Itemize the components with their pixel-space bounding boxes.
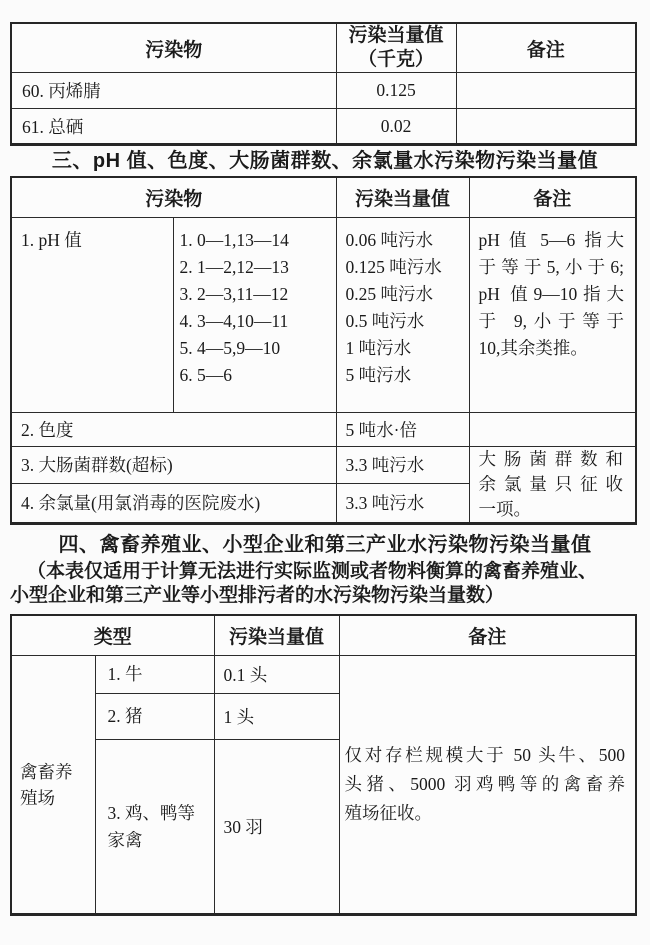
ph-value-line: 5 吨污水 (345, 364, 412, 385)
category-cell: 禽畜养殖场 (11, 656, 95, 915)
table-row (11, 109, 636, 145)
ph-value-line: 1 吨污水 (345, 337, 412, 358)
ph-value-line: 0.06 吨污水 (345, 229, 434, 250)
ph-range-line: 1. 0—1,13—14 (179, 229, 289, 250)
ph-range-line: 2. 1—2,12—13 (179, 256, 289, 277)
table-ph-color-coliform-chlorine (10, 176, 637, 525)
ph-remark-line: pH 值 5—6 指大 (478, 229, 625, 250)
section3-title: 三、pH 值、色度、大肠菌群数、余氯量水污染物污染当量值 (51, 150, 599, 172)
livestock-remark-cell (339, 656, 636, 915)
table-livestock (10, 614, 637, 917)
value-cell: 30 羽 (214, 740, 339, 915)
value-cell: 3.3 吨污水 (336, 446, 469, 483)
ph-value-line: 0.5 吨污水 (345, 310, 425, 331)
table3-header-type: 类型 (11, 615, 214, 656)
table-row (11, 446, 636, 483)
type-cell: 3. 鸡、鸭等家禽 (95, 740, 214, 915)
table1-header-pollutant: 污染物 (11, 23, 336, 73)
value-cell: 0.02 (336, 109, 456, 145)
ph-value-line: 0.25 吨污水 (345, 283, 434, 304)
ph-range-line: 4. 3—4,10—11 (179, 310, 289, 331)
table-pollutant-kg (10, 22, 637, 146)
ph-label-cell: 1. pH 值 (11, 217, 173, 412)
ph-ranges-cell (173, 217, 336, 412)
table1-header-value (336, 23, 456, 73)
table3-header-value: 污染当量值 (214, 615, 339, 656)
table-row (11, 656, 636, 694)
ph-value-line: 0.125 吨污水 (345, 256, 442, 277)
table3-header-remark: 备注 (339, 615, 636, 656)
livestock-remark-line: 头猪、5000 羽鸡鸭等的禽畜养 (344, 774, 626, 794)
pollutant-cell: 4. 余氯量(用氯消毒的医院废水) (11, 483, 336, 523)
livestock-remark-line: 殖场征收。 (344, 803, 433, 823)
table-row (11, 412, 636, 446)
remark-cell-empty (456, 73, 636, 109)
section4-title: 四、禽畜养殖业、小型企业和第三产业水污染物污染当量值 (58, 533, 592, 556)
livestock-remark-line: 仅对存栏规模大于 50 头牛、500 (344, 745, 626, 765)
remark-cell-empty (469, 412, 636, 446)
table2-header-pollutant: 污染物 (11, 177, 336, 217)
merged-remark-line: 大肠菌群数和 (478, 448, 624, 469)
ph-remark-line: 于等于5,小于6; (478, 256, 625, 277)
ph-remark-cell (469, 217, 636, 412)
ph-range-line: 6. 5—6 (179, 364, 232, 385)
value-cell: 5 吨水·倍 (336, 412, 469, 446)
merged-remark-line: 余氯量只征收 (478, 473, 624, 494)
section4-note-line: （本表仅适用于计算无法进行实际监测或者物料衡算的禽畜养殖业、 (27, 560, 598, 582)
ph-remark-line: pH 值9—10指大 (478, 283, 625, 304)
table3-header-row (11, 615, 636, 656)
pollutant-cell: 3. 大肠菌群数(超标) (11, 446, 336, 483)
table1-header-remark: 备注 (456, 23, 636, 73)
ph-remark-line: 于 9,小于等于 (478, 310, 625, 331)
ph-remark-line: 10,其余类推。 (478, 337, 588, 358)
value-cell: 1 头 (214, 694, 339, 740)
merged-remark-line: 一项。 (478, 498, 532, 519)
document-page (0, 22, 650, 945)
section4-note (10, 560, 635, 608)
type-cell: 2. 猪 (95, 694, 214, 740)
pollutant-cell: 60. 丙烯腈 (11, 73, 336, 109)
ph-value-row (11, 217, 636, 412)
remark-cell-empty (456, 109, 636, 145)
table-row (11, 73, 636, 109)
section4-note-line: 小型企业和第三产业等小型排污者的水污染物污染当量数） (10, 584, 505, 606)
table1-header-value-line1: 污染当量值 (348, 25, 444, 46)
value-cell: 0.1 头 (214, 656, 339, 694)
value-cell: 3.3 吨污水 (336, 483, 469, 523)
merged-remark-cell (469, 446, 636, 523)
ph-range-line: 5. 4—5,9—10 (179, 337, 281, 358)
table2-header-value: 污染当量值 (336, 177, 469, 217)
ph-range-line: 3. 2—3,11—12 (179, 283, 289, 304)
ph-values-cell (336, 217, 469, 412)
pollutant-cell: 61. 总硒 (11, 109, 336, 145)
table1-header-row (11, 23, 636, 73)
table2-header-row (11, 177, 636, 217)
value-cell: 0.125 (336, 73, 456, 109)
pollutant-cell: 2. 色度 (11, 412, 336, 446)
table1-header-value-line2: （千克） (357, 49, 434, 70)
table2-header-remark: 备注 (469, 177, 636, 217)
type-cell: 1. 牛 (95, 656, 214, 694)
